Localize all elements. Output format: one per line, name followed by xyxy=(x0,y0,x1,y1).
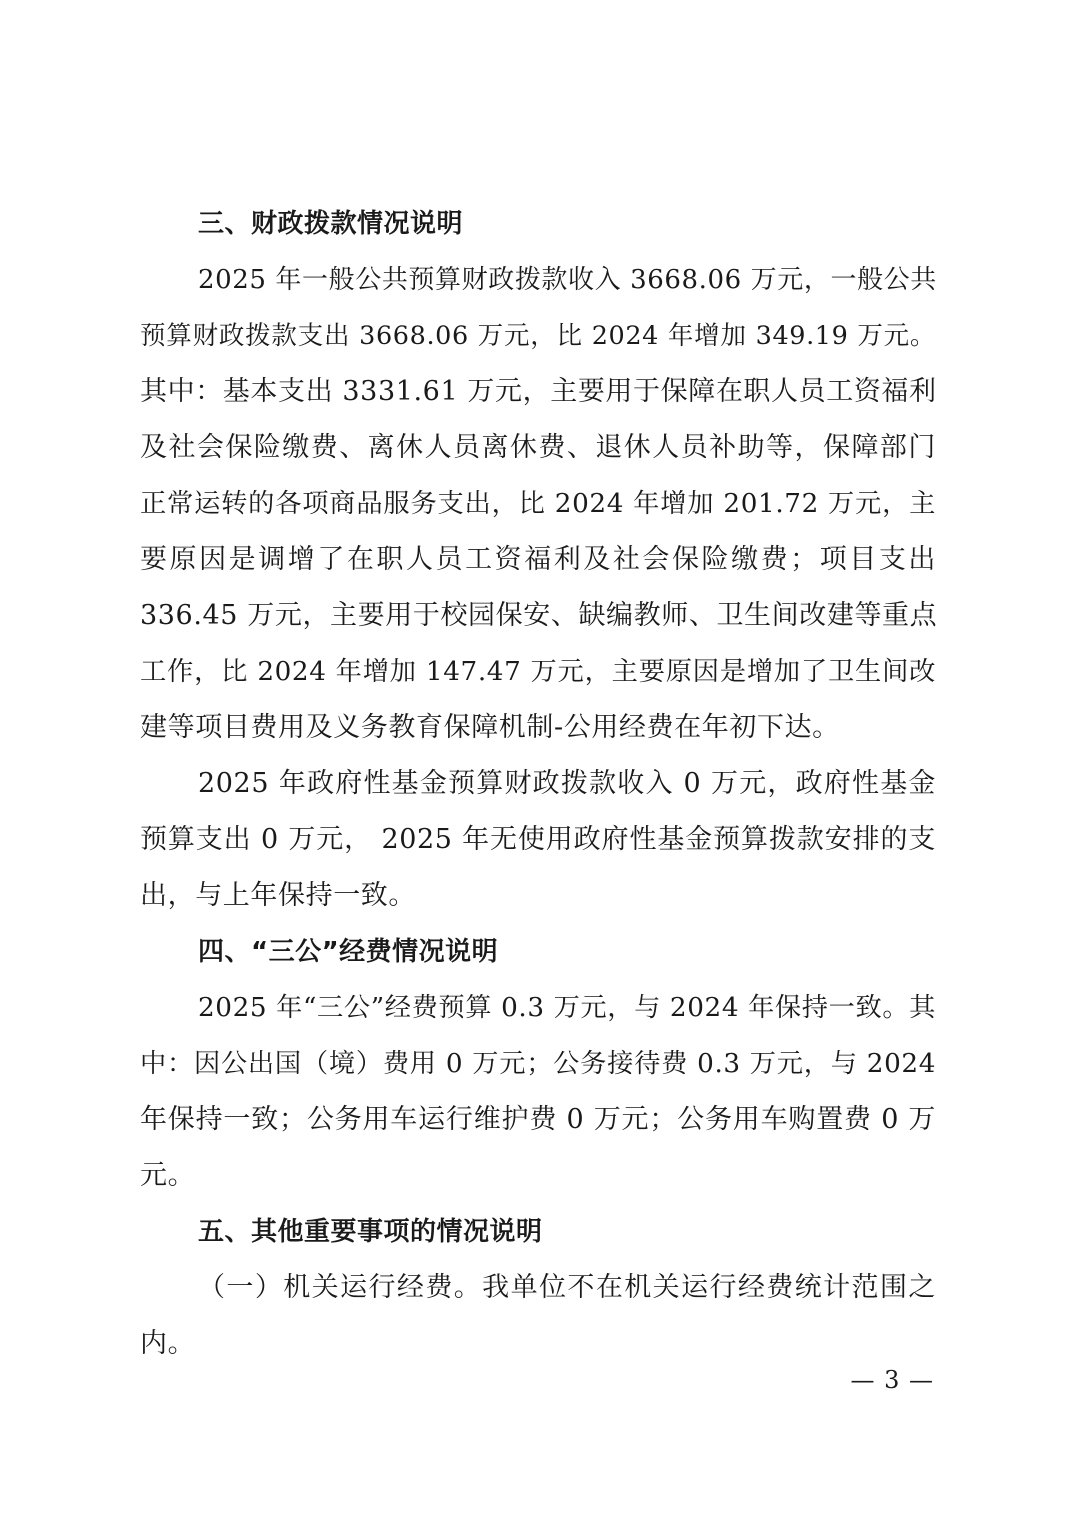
text-line: 年保持一致；公务用车运行维护费 0 万元；公务用车购置费 0 万 xyxy=(140,1104,936,1135)
page-number: — 3 — xyxy=(850,1366,934,1394)
section-heading-fiscal-appropriation: 三、财政拨款情况说明 xyxy=(198,209,464,239)
text-line: 出，与上年保持一致。 xyxy=(140,880,416,911)
text-line: 2025 年一般公共预算财政拨款收入 3668.06 万元，一般公共 xyxy=(198,265,937,295)
text-line: 2025 年“三公”经费预算 0.3 万元，与 2024 年保持一致。其 xyxy=(198,993,937,1023)
text-line: 建等项目费用及义务教育保障机制-公用经费在年初下达。 xyxy=(140,712,840,743)
text-line: 2025 年政府性基金预算财政拨款收入 0 万元，政府性基金 xyxy=(198,768,936,799)
text-line: 要原因是调增了在职人员工资福利及社会保险缴费；项目支出 xyxy=(140,544,936,575)
paragraph-general-budget xyxy=(140,252,936,756)
text-line: （一）机关运行经费。我单位不在机关运行经费统计范围之 xyxy=(198,1272,936,1303)
text-line: 及社会保险缴费、离休人员离休费、退休人员补助等，保障部门 xyxy=(140,432,936,463)
section-heading-other-matters: 五、其他重要事项的情况说明 xyxy=(198,1217,543,1247)
document-body xyxy=(140,196,936,1372)
text-line: 预算财政拨款支出 3668.06 万元，比 2024 年增加 349.19 万元。 xyxy=(140,321,936,351)
text-line: 正常运转的各项商品服务支出，比 2024 年增加 201.72 万元，主 xyxy=(140,489,936,519)
text-line: 中：因公出国（境）费用 0 万元；公务接待费 0.3 万元，与 2024 xyxy=(140,1049,936,1079)
text-line: 工作，比 2024 年增加 147.47 万元，主要原因是增加了卫生间改 xyxy=(140,657,936,687)
section-heading-three-public-expenses: 四、“三公”经费情况说明 xyxy=(198,937,499,967)
text-line: 336.45 万元，主要用于校园保安、缺编教师、卫生间改建等重点 xyxy=(140,600,938,631)
text-line: 内。 xyxy=(140,1328,196,1359)
text-line: 预算支出 0 万元， 2025 年无使用政府性基金预算拨款安排的支 xyxy=(140,824,936,855)
text-line: 其中：基本支出 3331.61 万元，主要用于保障在职人员工资福利 xyxy=(140,376,937,407)
paragraph-operating-expenses xyxy=(140,1260,936,1372)
text-line: 元。 xyxy=(140,1160,196,1191)
paragraph-three-public-expenses xyxy=(140,980,936,1204)
paragraph-government-fund xyxy=(140,756,936,924)
